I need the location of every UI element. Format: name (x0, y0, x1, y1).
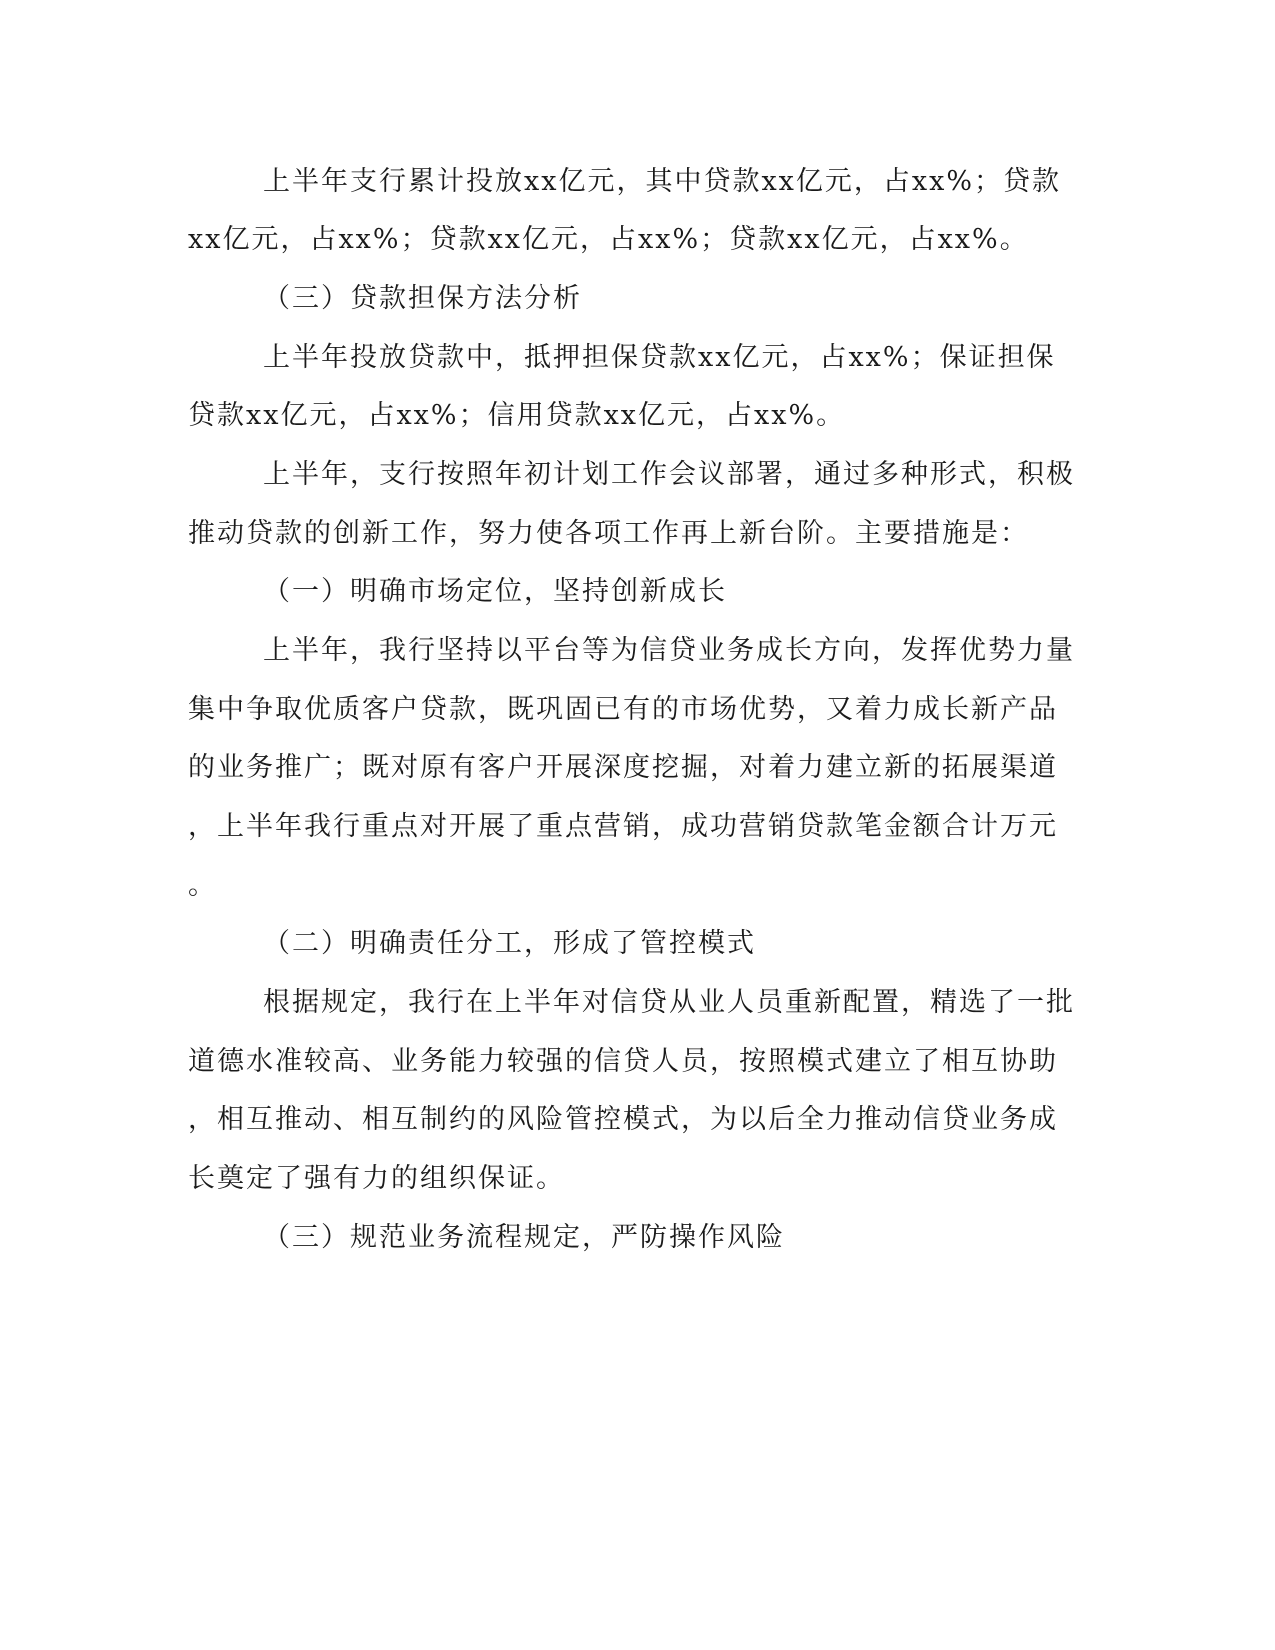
paragraph-line: ，相互推动、相互制约的风险管控模式，为以后全力推动信贷业务成 (188, 1104, 1058, 1135)
paragraph-line: 上半年投放贷款中，抵押担保贷款xx亿元，占xx%；保证担保 (263, 342, 1056, 373)
paragraph-line: 上半年，我行坚持以平台等为信贷业务成长方向，发挥优势力量 (263, 635, 1075, 666)
paragraph-line: 集中争取优质客户贷款，既巩固已有的市场优势，又着力成长新产品 (188, 694, 1058, 725)
paragraph-line: 的业务推广；既对原有客户开展深度挖掘，对着力建立新的拓展渠道 (188, 752, 1058, 783)
section-heading: （二）明确责任分工，形成了管控模式 (263, 928, 756, 959)
paragraph-line: 道德水准较高、业务能力较强的信贷人员，按照模式建立了相互协助 (188, 1046, 1058, 1077)
paragraph-line: ，上半年我行重点对开展了重点营销，成功营销贷款笔金额合计万元 (188, 811, 1058, 842)
paragraph-line: 上半年支行累计投放xx亿元，其中贷款xx亿元，占xx%；贷款 (263, 166, 1062, 197)
paragraph-line: 上半年，支行按照年初计划工作会议部署，通过多种形式，积极 (263, 459, 1075, 490)
paragraph-line: 贷款xx亿元，占xx%；信用贷款xx亿元，占xx%。 (188, 400, 846, 431)
section-heading: （一）明确市场定位，坚持创新成长 (263, 576, 727, 607)
paragraph-line: 根据规定，我行在上半年对信贷从业人员重新配置，精选了一批 (263, 987, 1075, 1018)
section-heading: （三）贷款担保方法分析 (263, 283, 582, 314)
section-heading: （三）规范业务流程规定，严防操作风险 (263, 1222, 785, 1253)
paragraph-line: 推动贷款的创新工作，努力使各项工作再上新台阶。主要措施是： (188, 518, 1029, 549)
paragraph-line: 。 (188, 870, 217, 901)
paragraph-line: 长奠定了强有力的组织保证。 (188, 1163, 565, 1194)
paragraph-line: xx亿元，占xx%；贷款xx亿元，占xx%；贷款xx亿元，占xx%。 (188, 224, 1029, 255)
